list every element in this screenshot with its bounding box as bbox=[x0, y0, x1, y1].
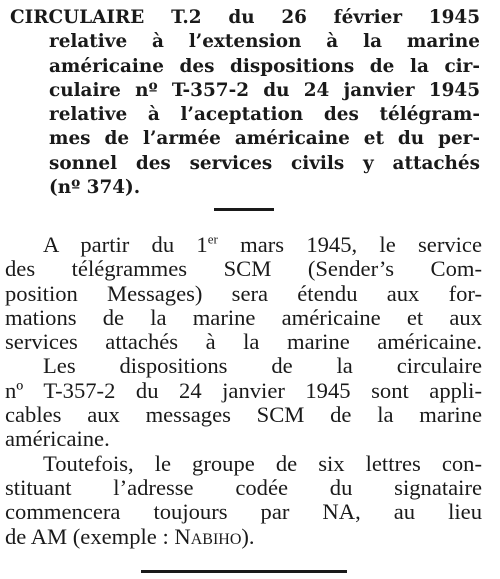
paragraph-line: américaine. bbox=[5, 426, 110, 452]
paragraph-line: Les dispositions de la circulaire bbox=[43, 353, 482, 379]
paragraph-line: nº T-357-2 du 24 janvier 1945 sont appli- bbox=[5, 377, 482, 403]
paragraph-text: ). bbox=[241, 523, 255, 549]
circular-body bbox=[5, 233, 482, 549]
paragraph-line bbox=[5, 525, 482, 549]
ordinal-superscript: er bbox=[207, 231, 218, 247]
heading-line: américaine des dispositions de la cir- bbox=[49, 55, 480, 77]
heading-line: sonnel des services civils y attachés bbox=[49, 152, 480, 174]
heading-line: culaire nº T-357-2 du 24 janvier 1945 bbox=[49, 79, 480, 101]
heading-line: CIRCULAIRE T.2 du 26 février 1945 bbox=[10, 7, 480, 28]
paragraph-line: commencera toujours par NA, au lieu bbox=[5, 499, 482, 525]
paragraph-text: A partir du 1 bbox=[43, 232, 208, 257]
heading-line: (nº 374). bbox=[49, 177, 141, 199]
paragraph-line: stituant l’adresse codée du signataire bbox=[5, 474, 482, 500]
section-divider bbox=[214, 208, 274, 211]
paragraph-text: mars 1945, le service bbox=[217, 232, 482, 257]
paragraph-2 bbox=[5, 354, 482, 451]
paragraph-1 bbox=[5, 233, 482, 354]
paragraph-3 bbox=[5, 452, 482, 549]
heading-line: relative à l’aceptation des télégram- bbox=[49, 104, 480, 126]
paragraph-line: des télégrammes SCM (Sender’s Com- bbox=[5, 256, 482, 282]
example-address: Nabiho bbox=[174, 523, 242, 549]
paragraph-line: Toutefois, le groupe de six lettres con- bbox=[43, 450, 482, 476]
paragraph-line: position Messages) sera étendu aux for- bbox=[5, 280, 482, 306]
paragraph-line bbox=[5, 233, 482, 257]
paragraph-line: mations de la marine américaine et aux bbox=[5, 304, 482, 330]
paragraph-line: cables aux messages SCM de la marine bbox=[5, 402, 482, 428]
heading-line: mes de l’armée américaine et du per- bbox=[49, 128, 480, 150]
paragraph-text: de AM (exemple : bbox=[5, 523, 175, 549]
heading-line: relative à l’extension à la marine bbox=[49, 31, 480, 53]
paragraph-line: services attachés à la marine américaine. bbox=[5, 329, 482, 355]
circular-heading bbox=[10, 6, 480, 200]
end-divider bbox=[141, 570, 347, 573]
